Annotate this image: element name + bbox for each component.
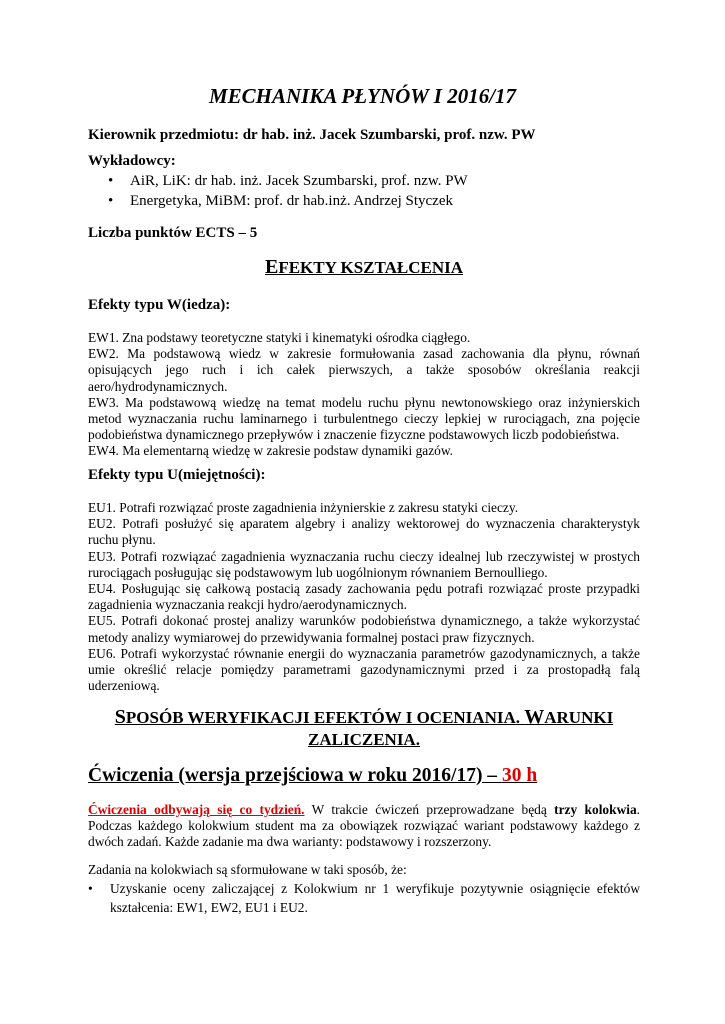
effect-item: EU3. Potrafi rozwiązać zagadnienia wyznaczania ruchu cieczy idealnej lub rzeczywistej w prostych rurociągach posługując się podstawowym lub uogólnionym równaniem Bernoulliego. [88, 548, 640, 580]
effect-item: EU1. Potrafi rozwiązać proste zagadnienia inżynierskie z zakresu statyki cieczy. [88, 500, 519, 515]
effect-item: EW3. Ma podstawową wiedzę na temat modelu ruchu płynu newtonowskiego oraz inżynierskich metod wyznaczania ruchu laminarnego i turbulentnego cieczy lepkiej w rurociągach, zna pojęcie podobieństwa dynamicznego przepływów i znaczenie fizyczne podstawowych liczb podobieństwa. [88, 394, 640, 443]
lecturers-heading: Wykładowcy: [88, 153, 176, 169]
exercises-description: Ćwiczenia odbywają się co tydzień. W trakcie ćwiczeń przeprowadzane będą trzy kolokwia. Podczas każdego kolokwium student ma za obowiązek rozwiązać wariant podstawowy każdego z dwóch zadań. Każde zadanie ma dwa warianty: podstawowy i rozszerzony. [88, 802, 641, 850]
lecturers-block [88, 152, 640, 211]
exercises-frequency: Ćwiczenia odbywają się co tydzień. [88, 802, 305, 817]
exercises-title: Ćwiczenia (wersja przejściowa w roku 2016/17) – 30 h [88, 765, 538, 786]
bullet-icon: • [108, 193, 114, 209]
knowledge-heading: Efekty typu W(iedza): [88, 297, 231, 313]
section-heading-effects: EFEKTY KSZTAŁCENIA [264, 256, 464, 278]
effect-item: EU4. Posługując się całkową postacią zasady zachowania pędu potrafi rozwiązać proste przypadki zagadnienia wyznaczania reakcji hydro/aerodynamicznych. [88, 581, 640, 613]
effect-item: EW1. Zna podstawy teoretyczne statyki i kinematyki ośrodka ciągłego. [88, 330, 471, 345]
lecturer-item [108, 171, 640, 191]
exercise-bullet-text: Uzyskanie oceny zaliczającej z Kolokwium nr 1 weryfikuje pozytywnie osiągnięcie efektów kształcenia: EW1, EW2, EU1 i EU2. [110, 881, 640, 915]
skills-effects-list [88, 500, 640, 694]
bullet-icon: • [88, 881, 93, 896]
exercises-bullets [88, 879, 640, 917]
ects-points: Liczba punktów ECTS – 5 [88, 225, 258, 241]
bullet-icon: • [108, 173, 114, 189]
lecturer-text: Energetyka, MiBM: prof. dr hab.inż. Andrzej Styczek [130, 193, 453, 209]
section-heading-verification: SPOSÓB WERYFIKACJI EFEKTÓW I OCENIANIA. WARUNKI ZALICZENIA. [114, 706, 614, 749]
lecturer-text: AiR, LiK: dr hab. inż. Jacek Szumbarski, prof. nzw. PW [130, 173, 468, 189]
document-title: MECHANIKA PŁYNÓW I 2016/17 [208, 84, 517, 108]
skills-heading: Efekty typu U(miejętności): [88, 467, 266, 483]
effect-item: EU2. Potrafi posłużyć się aparatem algebry i analizy wektorowej do wyznaczenia charakterystyk ruchu płynu. [88, 516, 640, 548]
lecturer-item [108, 191, 640, 211]
exercises-intro: Zadania na kolokwiach są sformułowane w taki sposób, że: [88, 862, 407, 877]
effect-item: EU6. Potrafi wykorzystać równanie energii do wyznaczania parametrów gazodynamicznych, a także umie określić relacje pomiędzy parametrami gazodynamicznymi przed i za prostopadłą falą uderzeniową. [88, 645, 640, 694]
exercise-bullet-item [88, 879, 640, 917]
knowledge-effects-list [88, 330, 640, 460]
effect-item: EW2. Ma podstawową wiedz w zakresie formułowania zasad zachowania dla płynu, równań opisujących jego ruch i ich całek pierwszych, a także sposobów określania reakcji aero/hydrodynamicznych. [88, 346, 640, 394]
effect-item: EW4. Ma elementarną wiedzę w zakresie podstaw dynamiki gazów. [88, 443, 453, 459]
effect-item: EU5. Potrafi dokonać prostej analizy warunków podobieństwa dynamicznego, a także wykorzystać metody analizy wymiarowej do przewidywania formalnej postaci praw fizycznych. [88, 613, 640, 645]
course-coordinator: Kierownik przedmiotu: dr hab. inż. Jacek Szumbarski, prof. nzw. PW [88, 127, 536, 143]
